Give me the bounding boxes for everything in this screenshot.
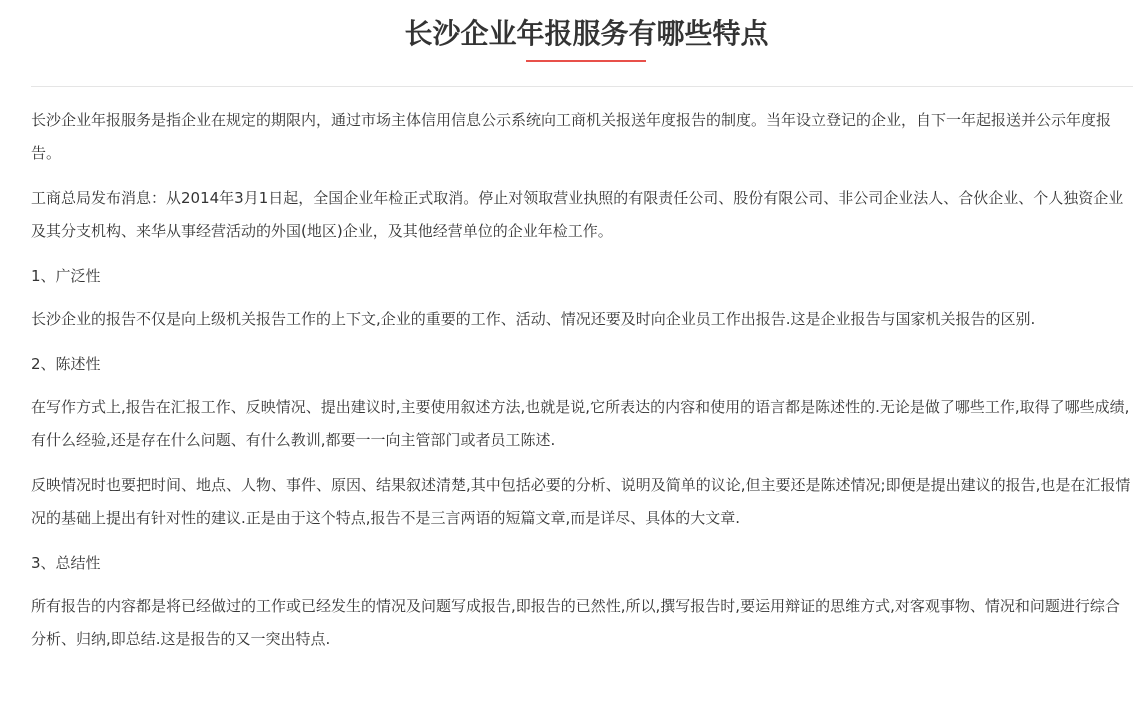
- header-divider: [31, 86, 1133, 87]
- summary-paragraph: 所有报告的内容都是将已经做过的工作或已经发生的情况及问题写成报告,即报告的已然性,所以,撰写报告时,要运用辩证的思维方式,对客观事物、情况和问题进行综合分析、归纳,即总结.这是报告的又一突出特点.: [31, 597, 1120, 648]
- section-heading-narrative: 2、陈述性: [31, 355, 101, 373]
- title-underline-accent: [526, 60, 646, 62]
- narrative-paragraph-2: 反映情况时也要把时间、地点、人物、事件、原因、结果叙述清楚,其中包括必要的分析、说明及简单的议论,但主要还是陈述情况;即便是提出建议的报告,也是在汇报情况的基础上提出有针对性的建议.正是由于这个特点,报告不是三言两语的短篇文章,而是详尽、具体的大文章.: [31, 476, 1131, 527]
- article-body: [31, 104, 1131, 668]
- narrative-paragraph-1: 在写作方式上,报告在汇报工作、反映情况、提出建议时,主要使用叙述方法,也就是说,它所表达的内容和使用的语言都是陈述性的.无论是做了哪些工作,取得了哪些成绩,有什么经验,还是存在什么问题、有什么教训,都要一一向主管部门或者员工陈述.: [31, 398, 1130, 449]
- section-heading-summary: 3、总结性: [31, 554, 101, 572]
- breadth-paragraph: 长沙企业的报告不仅是向上级机关报告工作的上下文,企业的重要的工作、活动、情况还要及时向企业员工作出报告.这是企业报告与国家机关报告的区别.: [31, 310, 1036, 328]
- intro-paragraph: 长沙企业年报服务是指企业在规定的期限内，通过市场主体信用信息公示系统向工商机关报送年度报告的制度。当年设立登记的企业，自下一年起报送并公示年度报告。: [31, 111, 1112, 162]
- policy-paragraph: 工商总局发布消息：从2014年3月1日起，全国企业年检正式取消。停止对领取营业执照的有限责任公司、股份有限公司、非公司企业法人、合伙企业、个人独资企业及其分支机构、来华从事经营活动的外国(地区)企业，及其他经营单位的企业年检工作。: [31, 189, 1124, 240]
- article-title: 长沙企业年报服务有哪些特点: [404, 17, 769, 50]
- section-heading-breadth: 1、广泛性: [31, 267, 101, 285]
